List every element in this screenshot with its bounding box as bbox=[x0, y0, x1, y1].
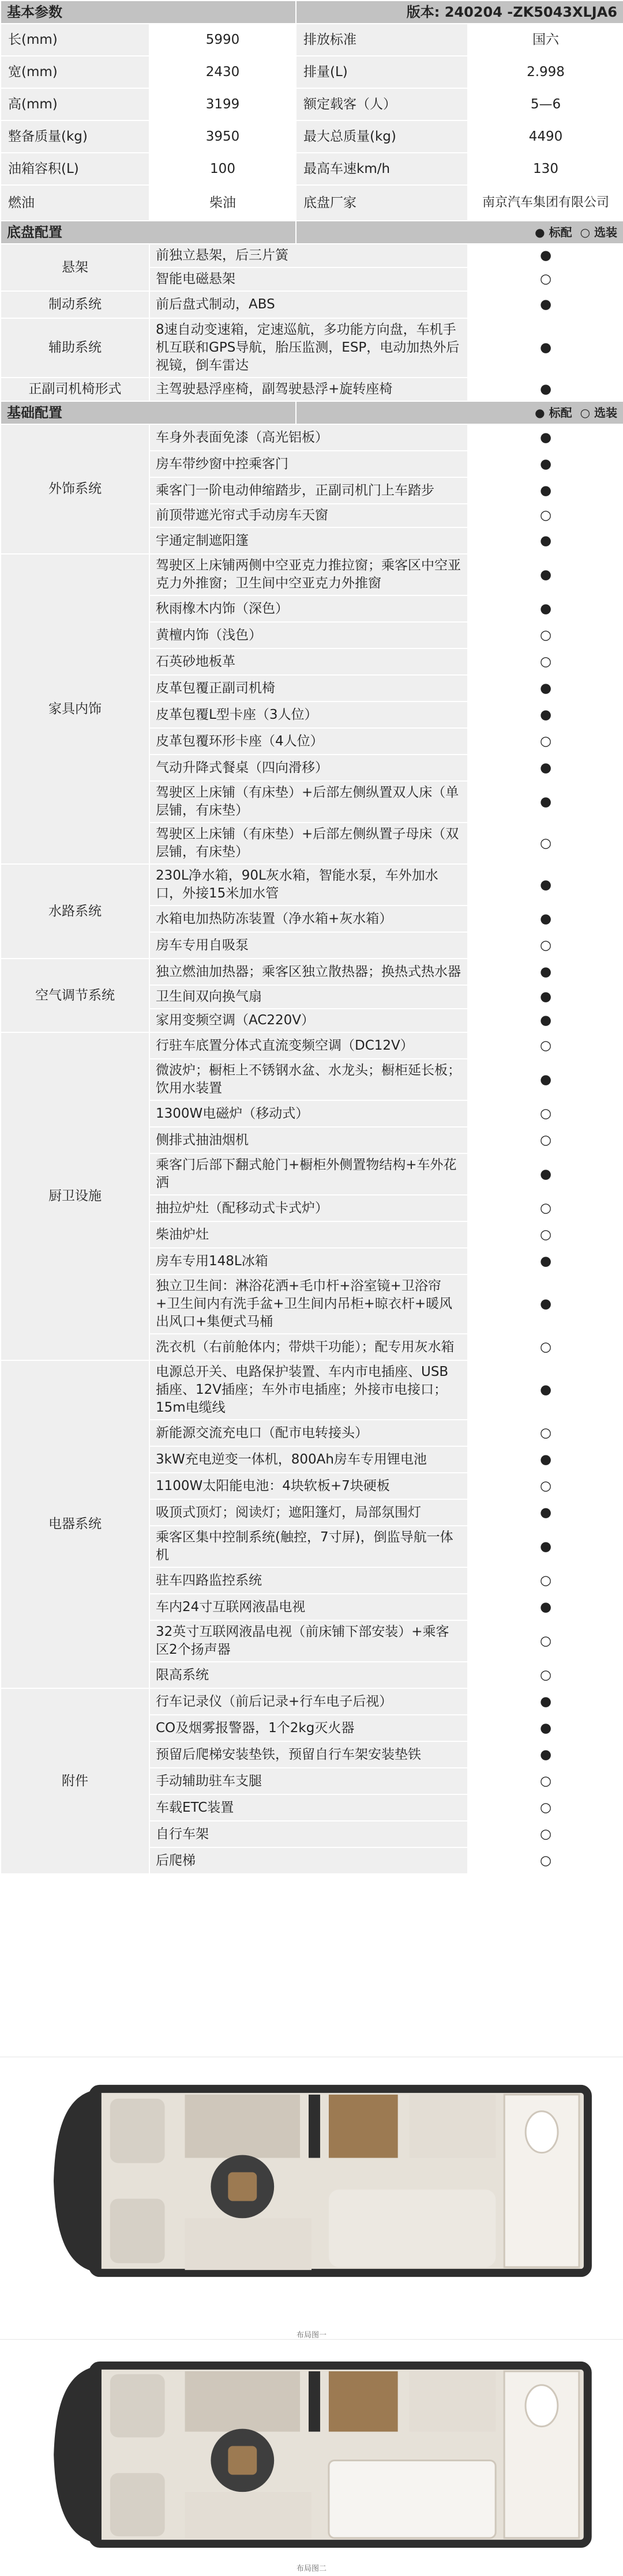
feature-row bbox=[1, 1688, 623, 1715]
fitment-mark: ○ bbox=[468, 504, 623, 527]
feature-cell: 主驾驶悬浮座椅，副驾驶悬浮+旋转座椅 bbox=[149, 378, 468, 401]
feature-row bbox=[1, 1360, 623, 1420]
feature-cell: 驾驶区上床铺（有床垫）+后部左侧纵置子母床（双层铺，有床垫） bbox=[149, 823, 468, 864]
param-value: 2.998 bbox=[468, 56, 623, 88]
feature-row bbox=[1, 318, 623, 378]
fitment-mark: ● bbox=[468, 906, 623, 932]
category-cell: 家具内饰 bbox=[1, 554, 149, 864]
category-cell: 外饰系统 bbox=[1, 424, 149, 554]
basic-header bbox=[1, 1, 623, 24]
feature-cell: 预留后爬梯安装垫铁，预留自行车架安装垫铁 bbox=[149, 1741, 468, 1768]
feature-cell: 1100W太阳能电池：4块软板+7块硬板 bbox=[149, 1473, 468, 1499]
param-label: 整备质量(kg) bbox=[1, 120, 149, 153]
base-header-title: 基础配置 bbox=[1, 401, 296, 424]
fitment-mark: ● bbox=[468, 675, 623, 701]
fitment-mark: ● bbox=[468, 1594, 623, 1620]
fitment-mark: ○ bbox=[468, 1127, 623, 1153]
fitment-mark: ● bbox=[468, 1688, 623, 1715]
param-value: 3199 bbox=[149, 88, 296, 120]
param-label: 最高车速km/h bbox=[296, 153, 468, 185]
fitment-mark: ○ bbox=[468, 1473, 623, 1499]
fitment-mark: ● bbox=[468, 1009, 623, 1032]
param-value: 4490 bbox=[468, 120, 623, 153]
fitment-mark: ○ bbox=[468, 823, 623, 864]
basic-row bbox=[1, 185, 623, 221]
feature-row bbox=[1, 554, 623, 595]
fitment-mark: ○ bbox=[468, 1032, 623, 1059]
feature-cell: 水箱电加热防冻装置（净水箱+灰水箱） bbox=[149, 906, 468, 932]
chassis-header bbox=[1, 221, 623, 244]
param-value: 2430 bbox=[149, 56, 296, 88]
param-label: 宽(mm) bbox=[1, 56, 149, 88]
feature-cell: 驻车四路监控系统 bbox=[149, 1567, 468, 1594]
feature-cell: 皮革包覆L型卡座（3人位） bbox=[149, 701, 468, 728]
floor-plan-1 bbox=[0, 2057, 623, 2316]
param-label: 燃油 bbox=[1, 185, 149, 221]
param-label: 底盘厂家 bbox=[296, 185, 468, 221]
chassis-header-legend bbox=[296, 221, 623, 244]
layout-caption-2: 布局图二 bbox=[296, 2564, 326, 2573]
fitment-mark: ● bbox=[468, 424, 623, 451]
feature-cell: CO及烟雾报警器，1个2kg灭火器 bbox=[149, 1715, 468, 1741]
param-value: 100 bbox=[149, 153, 296, 185]
feature-cell: 行驻车底置分体式直流变频空调（DC12V） bbox=[149, 1032, 468, 1059]
feature-cell: 车载ETC装置 bbox=[149, 1794, 468, 1821]
basic-row bbox=[1, 88, 623, 120]
feature-cell: 限高系统 bbox=[149, 1662, 468, 1688]
feature-cell: 自行车架 bbox=[149, 1821, 468, 1847]
fitment-mark: ○ bbox=[468, 728, 623, 755]
feature-cell: 房车专用148L冰箱 bbox=[149, 1248, 468, 1274]
feature-row bbox=[1, 244, 623, 267]
feature-cell: 前独立悬架，后三片簧 bbox=[149, 244, 468, 267]
category-cell: 悬架 bbox=[1, 244, 149, 291]
fitment-mark: ● bbox=[468, 755, 623, 781]
chassis-header-title: 底盘配置 bbox=[1, 221, 296, 244]
feature-cell: 洗衣机（右前舱体内；带烘干功能）；配专用灰水箱 bbox=[149, 1334, 468, 1360]
feature-cell: 手动辅助驻车支腿 bbox=[149, 1768, 468, 1794]
feature-cell: 230L净水箱，90L灰水箱，智能水泵，车外加水口，外接15米加水管 bbox=[149, 864, 468, 906]
param-value: 南京汽车集团有限公司 bbox=[468, 185, 623, 221]
category-cell: 水路系统 bbox=[1, 864, 149, 959]
feature-cell: 乘客门一阶电动伸缩踏步，正副司机门上车踏步 bbox=[149, 477, 468, 504]
feature-row bbox=[1, 1032, 623, 1059]
category-cell: 附件 bbox=[1, 1688, 149, 1874]
feature-cell: 前后盘式制动，ABS bbox=[149, 291, 468, 318]
fitment-mark: ○ bbox=[468, 1620, 623, 1662]
fitment-mark: ● bbox=[468, 864, 623, 906]
param-value: 5990 bbox=[149, 24, 296, 56]
feature-cell: 1300W电磁炉（移动式） bbox=[149, 1100, 468, 1127]
basic-row bbox=[1, 56, 623, 88]
basic-title: 基本参数 bbox=[1, 1, 296, 24]
fitment-mark: ● bbox=[468, 477, 623, 504]
base-header-legend bbox=[296, 401, 623, 424]
fitment-mark: ○ bbox=[468, 622, 623, 648]
fitment-mark: ● bbox=[468, 451, 623, 477]
fitment-mark: ● bbox=[468, 701, 623, 728]
param-label: 排放标准 bbox=[296, 24, 468, 56]
feature-cell: 乘客门后部下翻式舱门+橱柜外侧置物结构+车外花洒 bbox=[149, 1153, 468, 1195]
version-label: 版本: 240204 -ZK5043XLJA6 bbox=[296, 1, 623, 24]
feature-cell: 行车记录仪（前后记录+行车电子后视） bbox=[149, 1688, 468, 1715]
feature-cell: 气动升降式餐桌（四向滑移） bbox=[149, 755, 468, 781]
feature-cell: 秋雨橡木内饰（深色） bbox=[149, 595, 468, 622]
basic-row bbox=[1, 153, 623, 185]
category-cell: 制动系统 bbox=[1, 291, 149, 318]
feature-row bbox=[1, 378, 623, 401]
fitment-mark: ○ bbox=[468, 1847, 623, 1874]
feature-row bbox=[1, 424, 623, 451]
fitment-mark: ● bbox=[468, 244, 623, 267]
basic-row bbox=[1, 120, 623, 153]
feature-cell: 前顶带遮光帘式手动房车天窗 bbox=[149, 504, 468, 527]
feature-cell: 车内24寸互联网液晶电视 bbox=[149, 1594, 468, 1620]
fitment-mark: ○ bbox=[468, 1420, 623, 1446]
fitment-mark: ● bbox=[468, 781, 623, 823]
fitment-mark: ○ bbox=[468, 1195, 623, 1221]
legend-standard: ● 标配 bbox=[535, 225, 572, 239]
feature-cell: 驾驶区上床铺（有床垫）+后部左侧纵置双人床（单层铺，有床垫） bbox=[149, 781, 468, 823]
fitment-mark: ● bbox=[468, 378, 623, 401]
fitment-mark: ● bbox=[468, 554, 623, 595]
legend-optional: ○ 选装 bbox=[580, 406, 618, 420]
fitment-mark: ● bbox=[468, 1526, 623, 1567]
feature-row bbox=[1, 864, 623, 906]
fitment-mark: ● bbox=[468, 1499, 623, 1526]
fitment-mark: ● bbox=[468, 291, 623, 318]
category-cell: 空气调节系统 bbox=[1, 959, 149, 1032]
legend-optional: ○ 选装 bbox=[580, 225, 618, 239]
fitment-mark: ○ bbox=[468, 1662, 623, 1688]
feature-cell: 宇通定制遮阳篷 bbox=[149, 527, 468, 554]
feature-cell: 驾驶区上床铺两侧中空亚克力推拉窗；乘客区中空亚克力外推窗；卫生间中空亚克力外推窗 bbox=[149, 554, 468, 595]
param-label: 长(mm) bbox=[1, 24, 149, 56]
category-cell: 厨卫设施 bbox=[1, 1032, 149, 1360]
feature-cell: 后爬梯 bbox=[149, 1847, 468, 1874]
param-value: 3950 bbox=[149, 120, 296, 153]
feature-cell: 新能源交流充电口（配市电转接头） bbox=[149, 1420, 468, 1446]
param-value: 柴油 bbox=[149, 185, 296, 221]
param-value: 5—6 bbox=[468, 88, 623, 120]
param-label: 额定载客（人） bbox=[296, 88, 468, 120]
feature-cell: 房车带纱窗中控乘客门 bbox=[149, 451, 468, 477]
fitment-mark: ○ bbox=[468, 932, 623, 959]
fitment-mark: ● bbox=[468, 959, 623, 985]
fitment-mark: ● bbox=[468, 1741, 623, 1768]
feature-cell: 乘客区集中控制系统(触控，7寸屏)，倒监导航一体机 bbox=[149, 1526, 468, 1567]
feature-cell: 独立燃油加热器；乘客区独立散热器；换热式热水器 bbox=[149, 959, 468, 985]
category-cell: 电器系统 bbox=[1, 1360, 149, 1688]
fitment-mark: ○ bbox=[468, 1768, 623, 1794]
feature-cell: 32英寸互联网液晶电视（前床铺下部安装）+乘客区2个扬声器 bbox=[149, 1620, 468, 1662]
feature-cell: 抽拉炉灶（配移动式卡式炉） bbox=[149, 1195, 468, 1221]
category-cell: 辅助系统 bbox=[1, 318, 149, 378]
fitment-mark: ● bbox=[468, 527, 623, 554]
fitment-mark: ○ bbox=[468, 1100, 623, 1127]
floor-plan-2 bbox=[0, 2339, 623, 2558]
feature-cell: 卫生间双向换气扇 bbox=[149, 985, 468, 1009]
feature-cell: 皮革包覆环形卡座（4人位） bbox=[149, 728, 468, 755]
layout-caption-1: 布局图一 bbox=[296, 2331, 326, 2340]
fitment-mark: ○ bbox=[468, 1794, 623, 1821]
category-cell: 正副司机椅形式 bbox=[1, 378, 149, 401]
feature-cell: 车身外表面免漆（高光铝板） bbox=[149, 424, 468, 451]
fitment-mark: ● bbox=[468, 1446, 623, 1473]
param-value: 130 bbox=[468, 153, 623, 185]
param-label: 油箱容积(L) bbox=[1, 153, 149, 185]
feature-cell: 吸顶式顶灯；阅读灯；遮阳篷灯，局部氛围灯 bbox=[149, 1499, 468, 1526]
fitment-mark: ● bbox=[468, 1248, 623, 1274]
feature-cell: 房车专用自吸泵 bbox=[149, 932, 468, 959]
fitment-mark: ● bbox=[468, 1059, 623, 1100]
fitment-mark: ● bbox=[468, 985, 623, 1009]
feature-cell: 皮革包覆正副司机椅 bbox=[149, 675, 468, 701]
feature-cell: 侧排式抽油烟机 bbox=[149, 1127, 468, 1153]
feature-cell: 家用变频空调（AC220V） bbox=[149, 1009, 468, 1032]
fitment-mark: ● bbox=[468, 1715, 623, 1741]
param-value: 国六 bbox=[468, 24, 623, 56]
fitment-mark: ● bbox=[468, 318, 623, 378]
fitment-mark: ● bbox=[468, 1274, 623, 1334]
fitment-mark: ○ bbox=[468, 1567, 623, 1594]
feature-cell: 独立卫生间：淋浴花洒+毛巾杆+浴室镜+卫浴帘+卫生间内有洗手盆+卫生间内吊柜+晾衣杆+暖风出风口+集便式马桶 bbox=[149, 1274, 468, 1334]
feature-cell: 石英砂地板革 bbox=[149, 648, 468, 675]
legend-standard: ● 标配 bbox=[535, 406, 572, 420]
feature-cell: 电源总开关、电路保护装置、车内市电插座、USB插座、12V插座；车外市电插座；外接市电接口；15m电缆线 bbox=[149, 1360, 468, 1420]
fitment-mark: ○ bbox=[468, 648, 623, 675]
feature-cell: 3kW充电逆变一体机，800Ah房车专用锂电池 bbox=[149, 1446, 468, 1473]
feature-cell: 柴油炉灶 bbox=[149, 1221, 468, 1248]
fitment-mark: ○ bbox=[468, 1221, 623, 1248]
basic-row bbox=[1, 24, 623, 56]
fitment-mark: ○ bbox=[468, 267, 623, 291]
fitment-mark: ● bbox=[468, 1153, 623, 1195]
feature-cell: 智能电磁悬架 bbox=[149, 267, 468, 291]
feature-cell: 8速自动变速箱，定速巡航，多功能方向盘，车机手机互联和GPS导航，胎压监测，ESP，电动加热外后视镜，倒车雷达 bbox=[149, 318, 468, 378]
param-label: 排量(L) bbox=[296, 56, 468, 88]
param-label: 最大总质量(kg) bbox=[296, 120, 468, 153]
fitment-mark: ○ bbox=[468, 1334, 623, 1360]
feature-row bbox=[1, 959, 623, 985]
feature-row bbox=[1, 291, 623, 318]
base-header bbox=[1, 401, 623, 424]
feature-cell: 微波炉；橱柜上不锈钢水盆、水龙头；橱柜延长板；饮用水装置 bbox=[149, 1059, 468, 1100]
param-label: 高(mm) bbox=[1, 88, 149, 120]
fitment-mark: ○ bbox=[468, 1821, 623, 1847]
feature-cell: 黄檀内饰（浅色） bbox=[149, 622, 468, 648]
fitment-mark: ● bbox=[468, 595, 623, 622]
fitment-mark: ● bbox=[468, 1360, 623, 1420]
